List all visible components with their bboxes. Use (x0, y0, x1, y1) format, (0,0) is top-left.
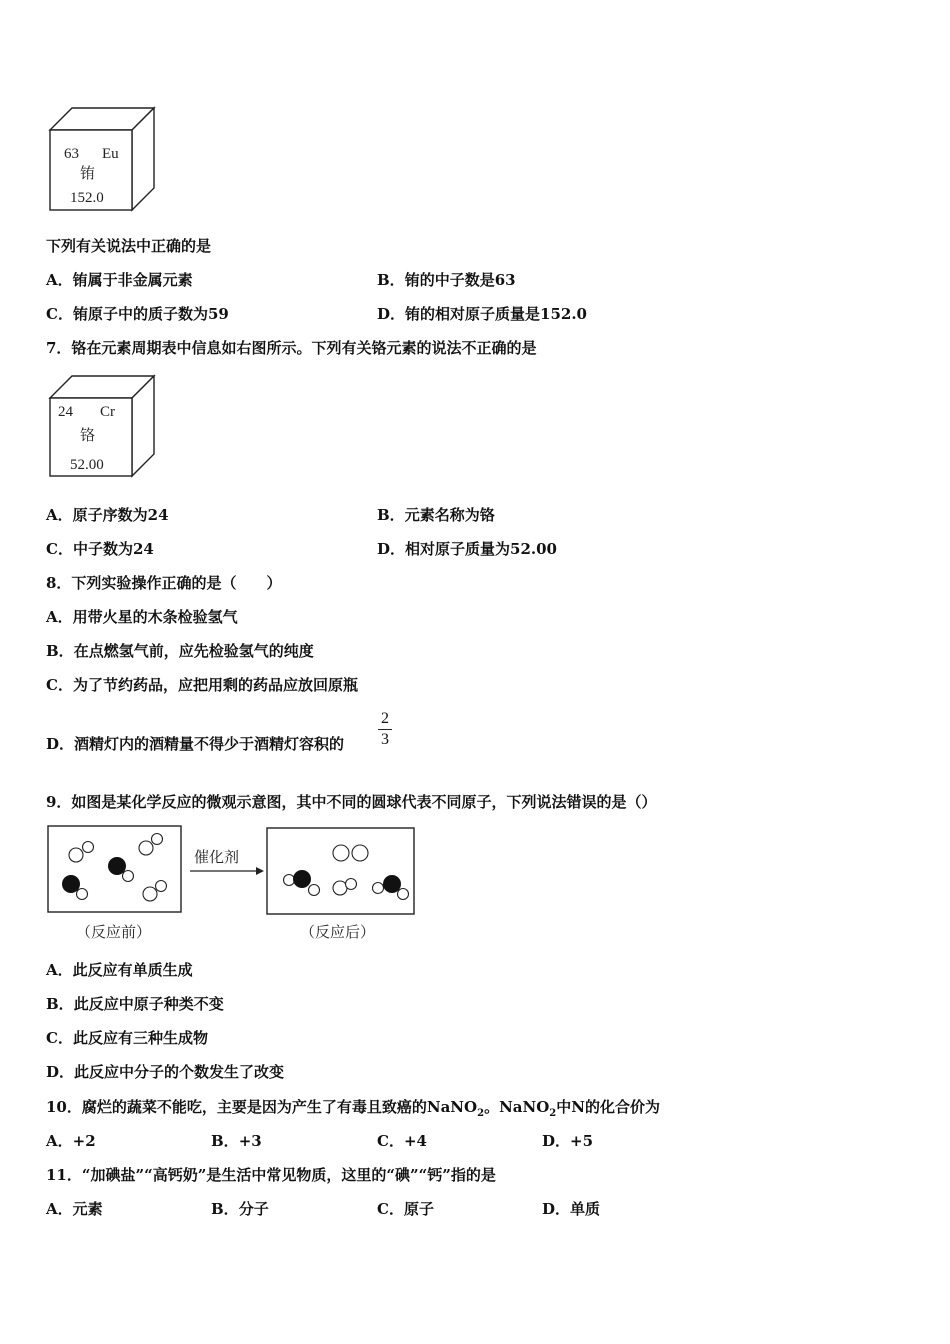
option-label: A． (46, 271, 73, 289)
q10-stem-part: 10．腐烂的蔬菜不能吃，主要是因为产生了有毒且致癌的NaNO (46, 1098, 478, 1116)
q7-option-d[interactable] (377, 540, 557, 558)
q8-option-d[interactable] (46, 735, 344, 753)
option-label: D． (46, 735, 75, 753)
element-mass: 52.00 (70, 457, 104, 473)
option-label: C． (377, 1200, 404, 1218)
option-text: +4 (403, 1132, 427, 1150)
option-text: 单质 (570, 1200, 601, 1218)
q6-option-d[interactable] (377, 305, 587, 323)
element-symbol: Cr (100, 404, 115, 420)
option-label: D． (542, 1200, 571, 1218)
option-label: C． (46, 1029, 73, 1047)
q11-stem: 11．“加碘盐”“高钙奶”是生活中常见物质，这里的“碘”“钙”指的是 (46, 1166, 496, 1184)
option-text: 铕的中子数是63 (404, 271, 516, 289)
element-cube-cr (48, 374, 158, 480)
element-mass: 152.0 (70, 190, 104, 206)
q10-option-c[interactable] (377, 1132, 427, 1150)
before-label: （反应前） (76, 923, 152, 941)
option-text: 分子 (238, 1200, 269, 1218)
option-text: 铕原子中的质子数为59 (72, 305, 229, 323)
q10-stem (46, 1098, 660, 1123)
q8-option-c[interactable] (46, 676, 358, 694)
q9-option-a[interactable] (46, 961, 193, 979)
option-text: 铕属于非金属元素 (72, 271, 193, 289)
q11-option-c[interactable] (377, 1200, 434, 1218)
option-label: D． (542, 1132, 571, 1150)
q11-option-d[interactable] (542, 1200, 600, 1218)
fraction-two-thirds (378, 710, 392, 749)
q6-stem: 下列有关说法中正确的是 (46, 237, 212, 255)
option-label: C． (46, 676, 73, 694)
option-label: B． (377, 271, 405, 289)
q9-option-d[interactable] (46, 1063, 284, 1081)
catalyst-label: 催化剂 (194, 848, 240, 866)
option-text: 相对原子质量为52.00 (405, 540, 557, 558)
option-text: +5 (570, 1132, 594, 1150)
option-label: D． (46, 1063, 75, 1081)
q7-option-c[interactable] (46, 540, 154, 558)
element-number: 24 (58, 404, 73, 420)
option-text: 中子数为24 (72, 540, 154, 558)
option-text: 酒精灯内的酒精量不得少于酒精灯容积的 (74, 735, 345, 753)
option-text: 铕的相对原子质量是152.0 (405, 305, 587, 323)
q10-stem-part: 中N的化合价为 (556, 1098, 660, 1116)
q8-stem: 8．下列实验操作正确的是（ ） (46, 574, 282, 592)
option-text: 元素名称为铬 (404, 506, 495, 524)
element-name: 铕 (80, 166, 96, 182)
q7-stem: 7．铬在元素周期表中信息如右图所示。下列有关铬元素的说法不正确的是 (46, 339, 537, 357)
option-label: D． (377, 540, 406, 558)
fraction-denominator: 3 (381, 731, 389, 748)
option-text: 此反应有三种生成物 (72, 1029, 208, 1047)
option-text: 此反应中分子的个数发生了改变 (74, 1063, 285, 1081)
option-text: 在点燃氢气前，应先检验氢气的纯度 (73, 642, 314, 660)
reaction-diagram (44, 822, 420, 944)
q8-option-b[interactable] (46, 642, 314, 660)
q10-option-d[interactable] (542, 1132, 593, 1150)
fraction-bar (378, 729, 392, 730)
option-label: A． (46, 1132, 73, 1150)
option-text: 原子序数为24 (72, 506, 169, 524)
q10-stem-part: 。NaNO (484, 1098, 550, 1116)
option-text: 元素 (72, 1200, 103, 1218)
option-text: 此反应有单质生成 (72, 961, 193, 979)
fraction-numerator: 2 (381, 710, 389, 727)
q9-option-c[interactable] (46, 1029, 208, 1047)
q11-option-a[interactable] (46, 1200, 103, 1218)
option-label: C． (46, 305, 73, 323)
q10-option-b[interactable] (211, 1132, 262, 1150)
q9-option-b[interactable] (46, 995, 224, 1013)
element-name: 铬 (80, 428, 96, 444)
option-text: 原子 (403, 1200, 434, 1218)
option-label: C． (377, 1132, 404, 1150)
q6-option-c[interactable] (46, 305, 229, 323)
element-symbol: Eu (102, 146, 119, 162)
option-label: B． (46, 995, 74, 1013)
option-label: B． (211, 1132, 239, 1150)
option-label: B． (46, 642, 74, 660)
option-text: 为了节约药品，应把用剩的药品应放回原瓶 (72, 676, 358, 694)
after-label: （反应后） (300, 923, 376, 941)
q7-option-b[interactable] (377, 506, 495, 524)
q7-option-a[interactable] (46, 506, 169, 524)
option-label: D． (377, 305, 406, 323)
q11-option-b[interactable] (211, 1200, 269, 1218)
element-number: 63 (64, 146, 79, 162)
q10-option-a[interactable] (46, 1132, 96, 1150)
after-box (267, 828, 414, 914)
option-label: A． (46, 608, 73, 626)
option-label: A． (46, 506, 73, 524)
subscript: 2 (549, 1108, 557, 1119)
q9-stem: 9．如图是某化学反应的微观示意图，其中不同的圆球代表不同原子，下列说法错误的是（） (46, 793, 657, 811)
option-label: B． (211, 1200, 239, 1218)
q8-option-a[interactable] (46, 608, 238, 626)
q6-option-a[interactable] (46, 271, 193, 289)
element-cube-eu (48, 106, 158, 214)
option-text: 用带火星的木条检验氢气 (72, 608, 238, 626)
option-text: 此反应中原子种类不变 (73, 995, 224, 1013)
option-text: +2 (72, 1132, 96, 1150)
subscript: 2 (477, 1108, 485, 1119)
option-label: B． (377, 506, 405, 524)
option-label: A． (46, 961, 73, 979)
q6-option-b[interactable] (377, 271, 516, 289)
option-text: +3 (238, 1132, 262, 1150)
option-label: A． (46, 1200, 73, 1218)
option-label: C． (46, 540, 73, 558)
